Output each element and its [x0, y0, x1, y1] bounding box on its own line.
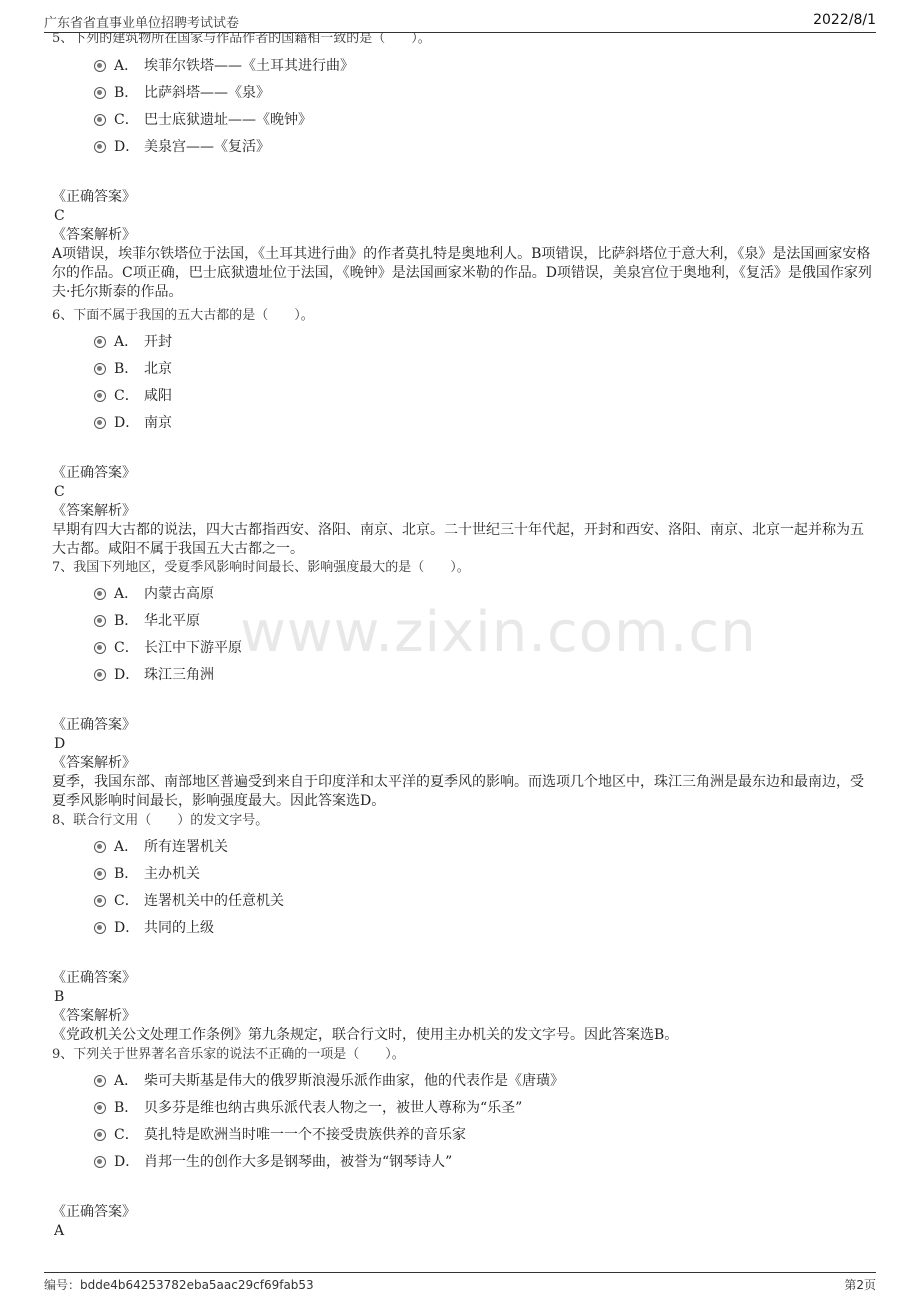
explanation-label: 《答案解析》: [52, 503, 136, 519]
radio-icon[interactable]: [94, 588, 106, 600]
option-letter: A．: [114, 839, 139, 855]
option-text: 内蒙古高原: [144, 586, 214, 602]
radio-icon[interactable]: [94, 60, 106, 72]
option-letter: C．: [114, 893, 139, 909]
option-b[interactable]: [52, 1098, 872, 1125]
option-a[interactable]: [52, 584, 872, 611]
page-header: [44, 12, 876, 33]
radio-icon[interactable]: [94, 417, 106, 429]
option-c[interactable]: [52, 110, 872, 137]
answer-label: 《正确答案》: [52, 189, 136, 205]
option-letter: B．: [114, 1100, 139, 1116]
option-text: 南京: [144, 415, 172, 431]
question-stem: 7、我国下列地区，受夏季风影响时间最长、影响强度最大的是（ ）。: [52, 560, 470, 575]
option-c[interactable]: [52, 386, 872, 413]
radio-icon[interactable]: [94, 669, 106, 681]
option-text: 所有连署机关: [144, 839, 228, 855]
option-d[interactable]: [52, 665, 872, 692]
option-text: 主办机关: [144, 866, 200, 882]
page-footer: [44, 1272, 876, 1295]
question-6: [52, 307, 872, 559]
option-text: 共同的上级: [144, 920, 214, 936]
radio-icon[interactable]: [94, 841, 106, 853]
explanation-text: A项错误，埃菲尔铁塔位于法国，《土耳其进行曲》的作者莫扎特是奥地利人。B项错误，比萨斜塔位于意大利，《泉》是法国画家安格尔的作品。C项正确，巴士底狱遗址位于法国，《晚钟》是法国画家米勒的作品。D项错误，美泉宫位于奥地利，《复活》是俄国作家列夫·托尔斯泰的作品。: [52, 246, 872, 300]
question-stem: 9、下列关于世界著名音乐家的说法不正确的一项是（ ）。: [52, 1047, 405, 1062]
radio-icon[interactable]: [94, 1075, 106, 1087]
radio-icon[interactable]: [94, 615, 106, 627]
answer-block: [52, 188, 872, 302]
option-text: 美泉宫——《复活》: [144, 139, 270, 155]
question-9: [52, 1046, 872, 1241]
option-letter: B．: [114, 85, 139, 101]
radio-icon[interactable]: [94, 1102, 106, 1114]
radio-icon[interactable]: [94, 1156, 106, 1168]
question-7: [52, 559, 872, 811]
question-stem: 8、联合行文用（ ）的发文字号。: [52, 813, 269, 828]
option-text: 比萨斜塔——《泉》: [144, 85, 270, 101]
option-letter: D．: [114, 415, 140, 431]
document-date: 2022/8/1: [813, 12, 876, 28]
option-b[interactable]: [52, 611, 872, 638]
option-letter: D．: [114, 920, 140, 936]
option-letter: A．: [114, 58, 139, 74]
option-b[interactable]: [52, 359, 872, 386]
question-8: [52, 812, 872, 1045]
document-id: 编号：bdde4b64253782eba5aac29cf69fab53: [44, 1278, 314, 1292]
option-text: 莫扎特是欧洲当时唯一一个不接受贵族供养的音乐家: [144, 1127, 466, 1143]
radio-icon[interactable]: [94, 922, 106, 934]
radio-icon[interactable]: [94, 868, 106, 880]
option-d[interactable]: [52, 137, 872, 164]
option-letter: C．: [114, 112, 139, 128]
answer-value: C: [54, 208, 65, 224]
option-text: 华北平原: [144, 613, 200, 629]
option-text: 珠江三角洲: [144, 667, 214, 683]
option-text: 巴士底狱遗址——《晚钟》: [144, 112, 312, 128]
document-title: 广东省省直事业单位招聘考试试卷: [44, 16, 240, 31]
question-stem: 6、下面不属于我国的五大古都的是（ ）。: [52, 308, 314, 323]
answer-label: 《正确答案》: [52, 1204, 136, 1220]
option-a[interactable]: [52, 56, 872, 83]
radio-icon[interactable]: [94, 87, 106, 99]
answer-block: [52, 464, 872, 559]
option-text: 长江中下游平原: [144, 640, 242, 656]
radio-icon[interactable]: [94, 1129, 106, 1141]
option-a[interactable]: [52, 837, 872, 864]
answer-value: C: [54, 484, 65, 500]
explanation-text: 夏季，我国东部、南部地区普遍受到来自于印度洋和太平洋的夏季风的影响。而选项几个地区中，珠江三角洲是最东边和最南边，受夏季风影响时间最长，影响强度最大。因此答案选D。: [52, 774, 864, 809]
option-letter: A．: [114, 586, 139, 602]
option-letter: C．: [114, 640, 139, 656]
answer-label: 《正确答案》: [52, 465, 136, 481]
question-stem: 5、下列的建筑物所在国家与作品作者的国籍相一致的是（ ）。: [52, 32, 431, 46]
option-b[interactable]: [52, 83, 872, 110]
radio-icon[interactable]: [94, 895, 106, 907]
answer-block: [52, 716, 872, 811]
option-text: 贝多芬是维也纳古典乐派代表人物之一，被世人尊称为“乐圣”: [144, 1100, 523, 1116]
option-letter: C．: [114, 1127, 139, 1143]
option-text: 开封: [144, 334, 172, 350]
explanation-text: 早期有四大古都的说法，四大古都指西安、洛阳、南京、北京。二十世纪三十年代起，开封和西安、洛阳、南京、北京一起并称为五大古都。咸阳不属于我国五大古都之一。: [52, 522, 864, 557]
option-text: 连署机关中的任意机关: [144, 893, 284, 909]
answer-value: D: [54, 736, 66, 752]
option-d[interactable]: [52, 918, 872, 945]
answer-value: B: [54, 989, 65, 1005]
option-letter: D．: [114, 139, 140, 155]
option-a[interactable]: [52, 1071, 872, 1098]
radio-icon[interactable]: [94, 363, 106, 375]
watermark: www.zixin.com.cn: [240, 600, 757, 665]
radio-icon[interactable]: [94, 336, 106, 348]
radio-icon[interactable]: [94, 390, 106, 402]
option-letter: B．: [114, 361, 139, 377]
answer-block: [52, 1203, 872, 1241]
radio-icon[interactable]: [94, 141, 106, 153]
option-letter: D．: [114, 667, 140, 683]
option-b[interactable]: [52, 864, 872, 891]
answer-label: 《正确答案》: [52, 717, 136, 733]
option-text: 咸阳: [144, 388, 172, 404]
option-c[interactable]: [52, 891, 872, 918]
answer-block: [52, 969, 872, 1045]
option-a[interactable]: [52, 332, 872, 359]
page-number: 第2页: [844, 1278, 876, 1292]
option-text: 柴可夫斯基是伟大的俄罗斯浪漫乐派作曲家，他的代表作是《唐璜》: [144, 1073, 564, 1089]
option-letter: A．: [114, 1073, 139, 1089]
radio-icon[interactable]: [94, 114, 106, 126]
option-c[interactable]: [52, 1125, 872, 1152]
radio-icon[interactable]: [94, 642, 106, 654]
option-letter: B．: [114, 866, 139, 882]
option-d[interactable]: [52, 413, 872, 440]
option-letter: B．: [114, 613, 139, 629]
explanation-label: 《答案解析》: [52, 755, 136, 771]
answer-label: 《正确答案》: [52, 970, 136, 986]
option-text: 埃菲尔铁塔——《土耳其进行曲》: [144, 58, 354, 74]
question-5: [52, 32, 872, 302]
option-letter: D．: [114, 1154, 140, 1170]
option-c[interactable]: [52, 638, 872, 665]
explanation-text: 《党政机关公文处理工作条例》第九条规定，联合行文时，使用主办机关的发文字号。因此答案选B。: [52, 1027, 679, 1043]
option-text: 肖邦一生的创作大多是钢琴曲，被誉为“钢琴诗人”: [144, 1154, 453, 1170]
explanation-label: 《答案解析》: [52, 1008, 136, 1024]
explanation-label: 《答案解析》: [52, 227, 136, 243]
option-letter: C．: [114, 388, 139, 404]
answer-value: A: [54, 1223, 65, 1239]
option-letter: A．: [114, 334, 139, 350]
option-text: 北京: [144, 361, 172, 377]
option-d[interactable]: [52, 1152, 872, 1179]
